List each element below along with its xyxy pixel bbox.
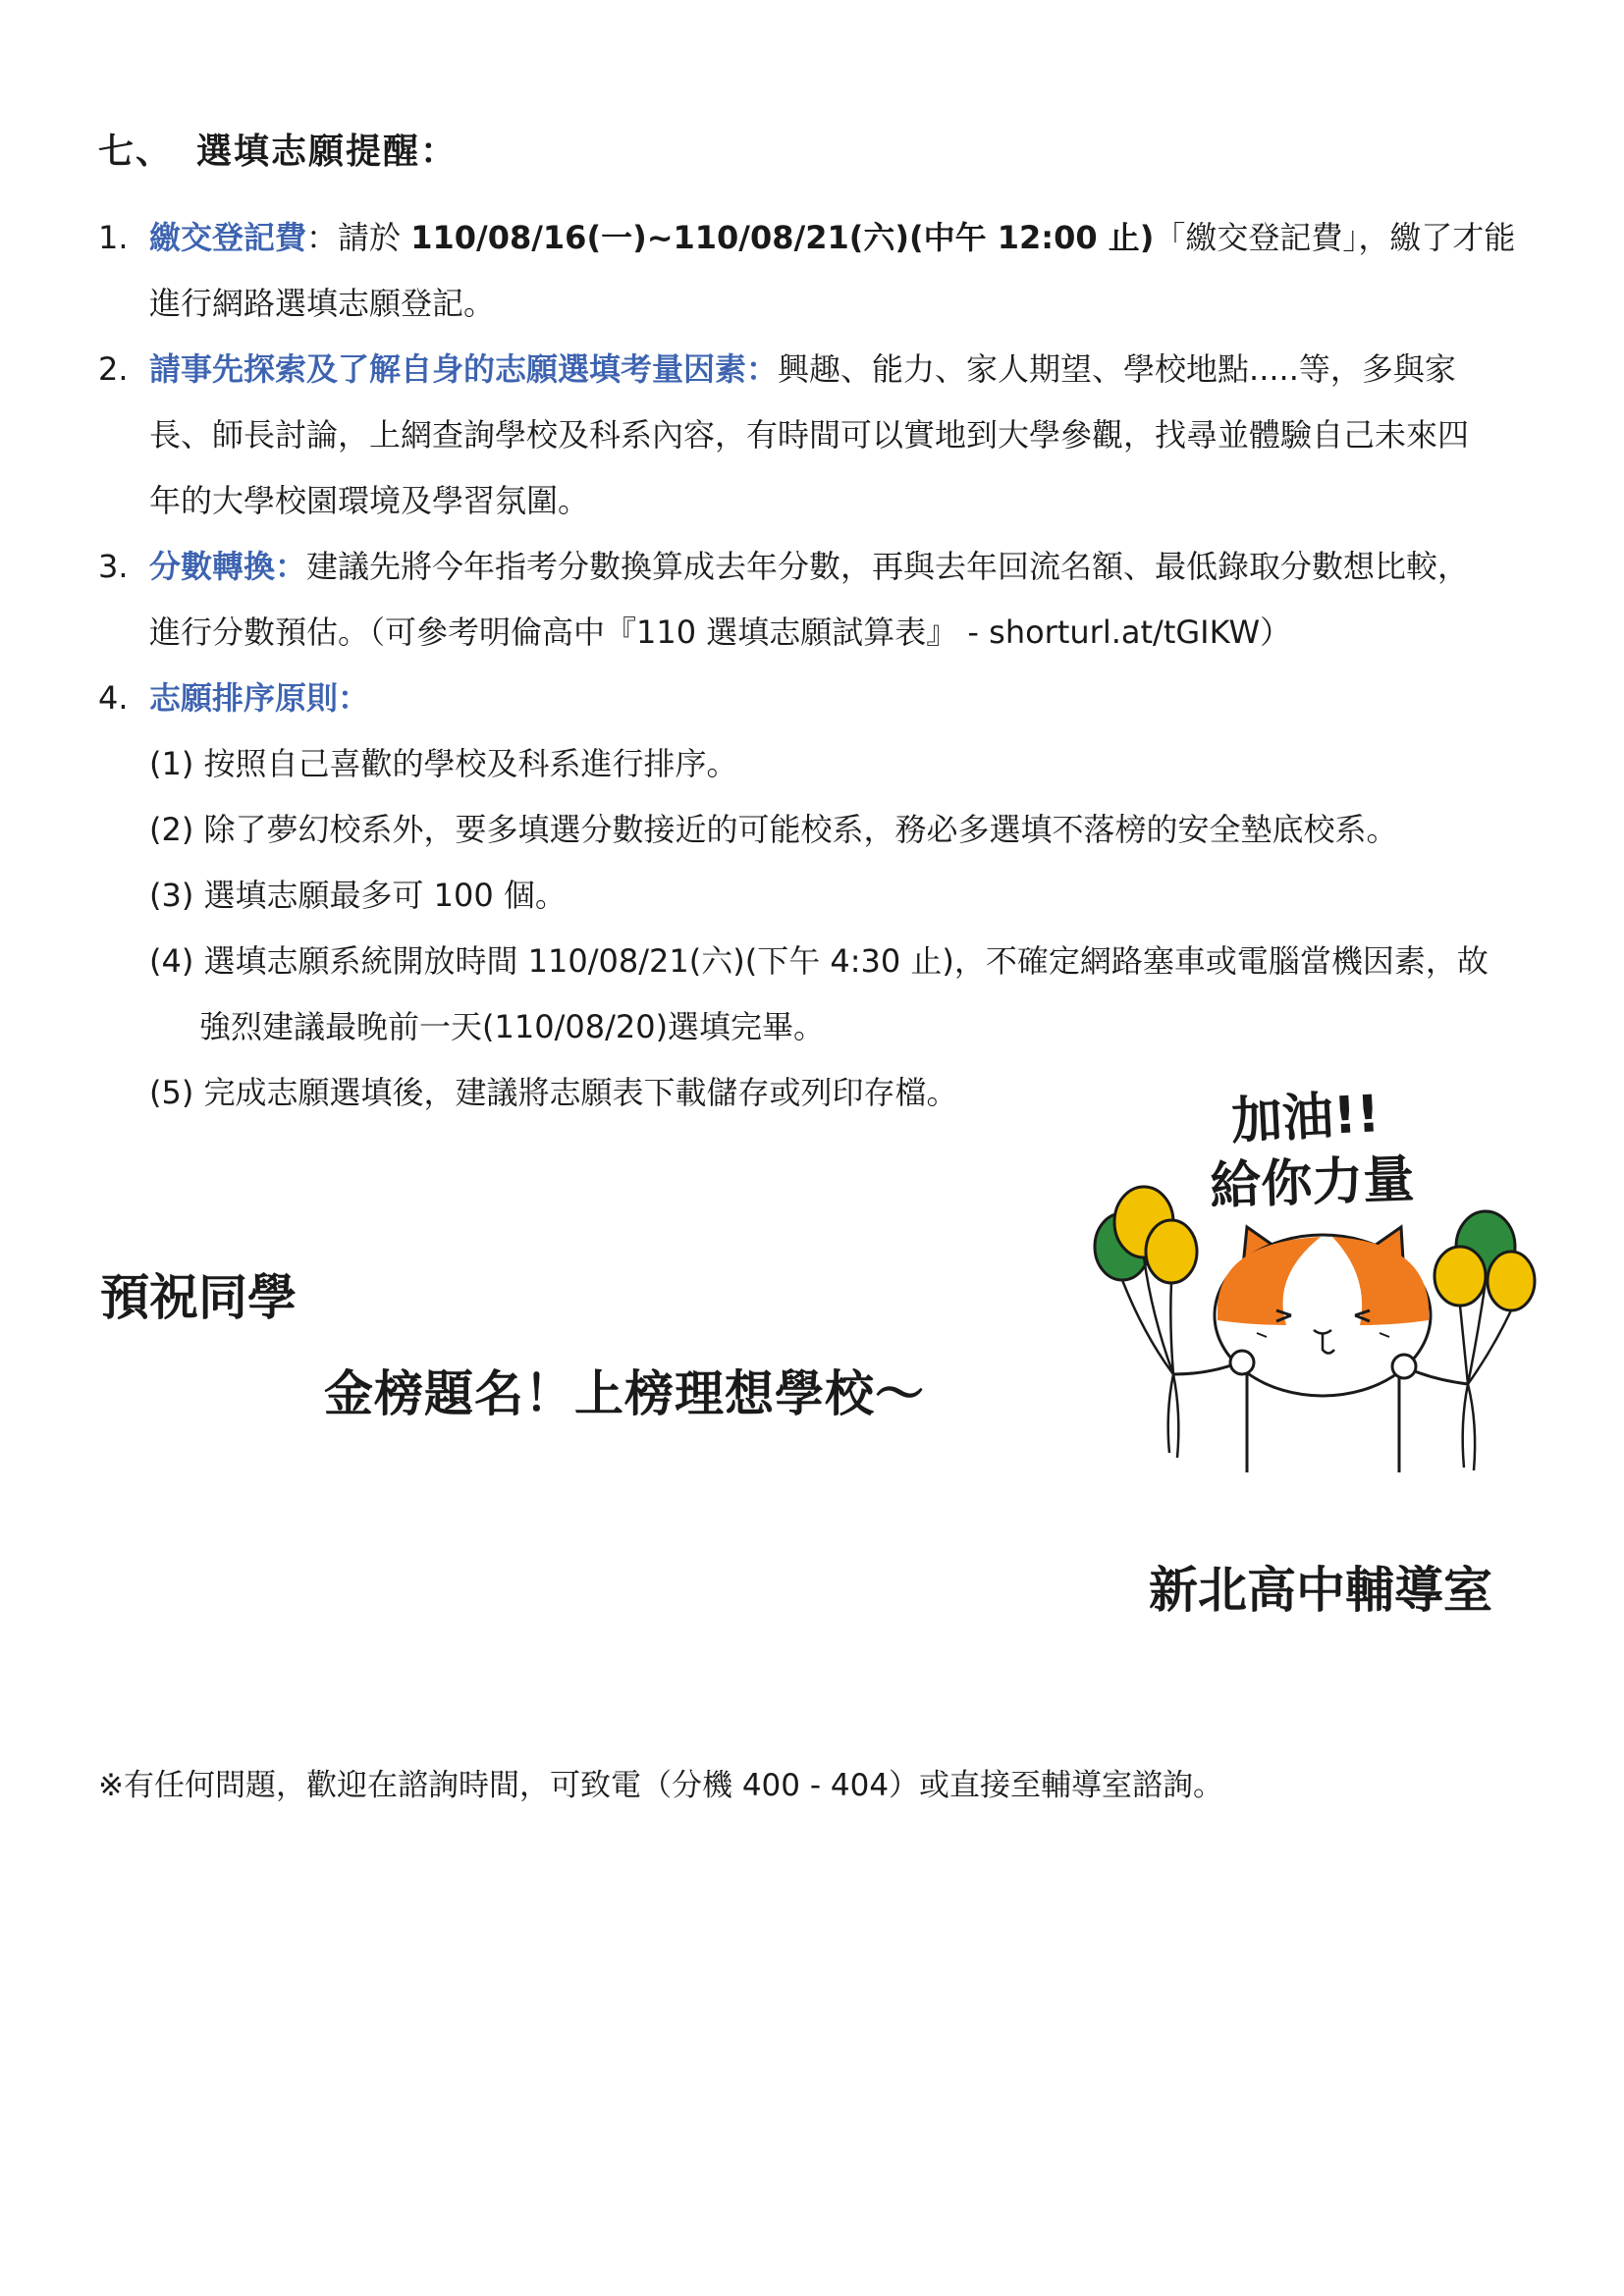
section-number: 七、: [98, 132, 174, 172]
item-2-line-3: 年的大學校園環境及學習氛圍。: [149, 482, 590, 519]
sticker-text-2: 給你力量: [1209, 1149, 1416, 1216]
signature: 新北高中輔導室: [1149, 1562, 1492, 1619]
left-balloons: [1095, 1187, 1197, 1458]
item-1-number: 1.: [98, 219, 129, 256]
item-4-number: 4.: [98, 679, 129, 717]
item-2-number: 2.: [98, 350, 129, 388]
item-1-rest: 「繳交登記費」，繳了才能: [1154, 219, 1516, 256]
closing-line-1: 預祝同學: [100, 1269, 297, 1326]
cat-face: [1173, 1227, 1468, 1472]
item-3-line-1: [98, 545, 1469, 588]
item-2-line-2: 長、師長討論，上網查詢學校及科系內容，有時間可以實地到大學參觀，找尋並體驗自己未來四: [149, 416, 1470, 454]
item-1-colon: ：請於: [306, 219, 411, 256]
item-4-sub-5: (5) 完成志願選填後，建議將志願表下載儲存或列印存檔。: [149, 1074, 958, 1111]
item-3-number: 3.: [98, 548, 129, 585]
cat-with-balloons-icon: [1075, 1080, 1546, 1492]
section-heading: 選填志願提醒：: [196, 132, 459, 172]
item-4-sub-1: (1) 按照自己喜歡的學校及科系進行排序。: [149, 745, 738, 782]
section-title: [98, 124, 458, 174]
item-4-sub-4: (4) 選填志願系統開放時間 110/08/21(六)(下午 4:30 止)，不確定網路塞車或電腦當機因素，故: [149, 942, 1489, 980]
item-3-label: 分數轉換：: [149, 548, 307, 585]
item-3-line-2: 進行分數預估。（可參考明倫高中『110 選填志願試算表』 - shorturl.at/tGIKW）: [149, 614, 1292, 651]
sticker-text-1: 加油!!: [1229, 1085, 1381, 1151]
item-1-dates: 110/08/16(一)~110/08/21(六)(中午 12:00 止): [410, 219, 1155, 256]
item-4-line-1: [98, 676, 369, 720]
item-2-label: 請事先探索及了解自身的志願選填考量因素：: [149, 350, 779, 388]
item-1-line-2: 進行網路選填志願登記。: [149, 285, 496, 322]
item-2-line-1: [98, 347, 1456, 391]
item-4-label: 志願排序原則：: [149, 679, 370, 717]
item-4-sub-3: (3) 選填志願最多可 100 個。: [149, 877, 567, 914]
closing-line-2: 金榜題名！上榜理想學校～: [324, 1365, 925, 1422]
item-3-rest: 建議先將今年指考分數換算成去年分數，再與去年回流名額、最低錄取分數想比較，: [306, 548, 1470, 585]
item-2-rest: 興趣、能力、家人期望、學校地點.....等，多與家: [778, 350, 1456, 388]
item-4-sub-2: (2) 除了夢幻校系外，要多填選分數接近的可能校系，務必多選填不落榜的安全墊底校系。: [149, 811, 1398, 848]
item-4-sub-4-cont: 強烈建議最晚前一天(110/08/20)選填完畢。: [199, 1008, 826, 1045]
footnote: ※有任何問題，歡迎在諮詢時間，可致電（分機 400 - 404）或直接至輔導室諮詢。: [98, 1768, 1224, 1803]
item-1-label: 繳交登記費: [149, 219, 307, 256]
right-balloons: [1435, 1211, 1535, 1470]
item-1-line-1: [98, 216, 1515, 259]
